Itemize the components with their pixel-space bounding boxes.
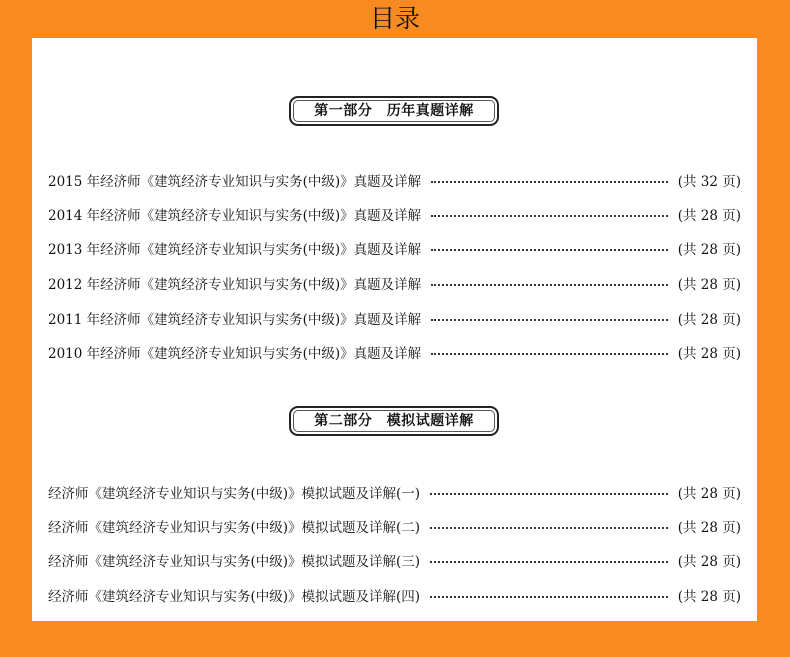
toc-item-part1-2015[interactable] [48, 169, 741, 191]
toc-item-pages: (共 28 页) [677, 242, 741, 258]
toc-item-part2-3[interactable] [48, 549, 741, 571]
toc-item-part1-2011[interactable] [48, 307, 741, 329]
toc-item-part1-2012[interactable] [48, 272, 741, 294]
toc-item-title: 2011 年经济师《建筑经济专业知识与实务(中级)》真题及详解 [48, 312, 422, 328]
dot-leader [431, 284, 668, 286]
toc-item-title: 2014 年经济师《建筑经济专业知识与实务(中级)》真题及详解 [48, 208, 422, 224]
dot-leader [430, 561, 668, 563]
dot-leader [430, 493, 668, 495]
toc-item-part1-2013[interactable] [48, 237, 741, 259]
toc-item-pages: (共 28 页) [677, 208, 741, 224]
dot-leader [431, 319, 668, 321]
section-title-part1 [287, 94, 501, 128]
toc-item-title: 2015 年经济师《建筑经济专业知识与实务(中级)》真题及详解 [48, 174, 422, 190]
page-title: 目录 [369, 4, 420, 33]
toc-item-pages: (共 32 页) [677, 174, 741, 190]
toc-item-pages: (共 28 页) [677, 589, 741, 605]
toc-item-title: 经济师《建筑经济专业知识与实务(中级)》模拟试题及详解(一) [48, 486, 421, 502]
section-title-part2 [287, 404, 501, 438]
toc-sheet [32, 38, 757, 621]
dot-leader [431, 181, 668, 183]
section-title-part1-label: 第一部分 历年真题详解 [306, 103, 482, 119]
dot-leader [431, 353, 668, 355]
toc-item-part2-1[interactable] [48, 481, 741, 503]
toc-item-part1-2010[interactable] [48, 341, 741, 363]
toc-item-title: 经济师《建筑经济专业知识与实务(中级)》模拟试题及详解(三) [48, 554, 421, 570]
toc-item-title: 2012 年经济师《建筑经济专业知识与实务(中级)》真题及详解 [48, 277, 422, 293]
toc-item-title: 经济师《建筑经济专业知识与实务(中级)》模拟试题及详解(四) [48, 589, 421, 605]
toc-item-pages: (共 28 页) [677, 486, 741, 502]
toc-item-part2-4[interactable] [48, 584, 741, 606]
toc-item-pages: (共 28 页) [677, 312, 741, 328]
toc-item-part1-2014[interactable] [48, 203, 741, 225]
toc-item-title: 2013 年经济师《建筑经济专业知识与实务(中级)》真题及详解 [48, 242, 422, 258]
dot-leader [430, 596, 668, 598]
toc-item-part2-2[interactable] [48, 515, 741, 537]
dot-leader [431, 215, 668, 217]
toc-item-pages: (共 28 页) [677, 346, 741, 362]
toc-item-pages: (共 28 页) [677, 277, 741, 293]
toc-item-title: 2010 年经济师《建筑经济专业知识与实务(中级)》真题及详解 [48, 346, 422, 362]
toc-item-title: 经济师《建筑经济专业知识与实务(中级)》模拟试题及详解(二) [48, 520, 421, 536]
toc-item-pages: (共 28 页) [677, 520, 741, 536]
dot-leader [431, 249, 668, 251]
dot-leader [430, 527, 668, 529]
toc-item-pages: (共 28 页) [677, 554, 741, 570]
section-title-part2-label: 第二部分 模拟试题详解 [306, 413, 482, 429]
